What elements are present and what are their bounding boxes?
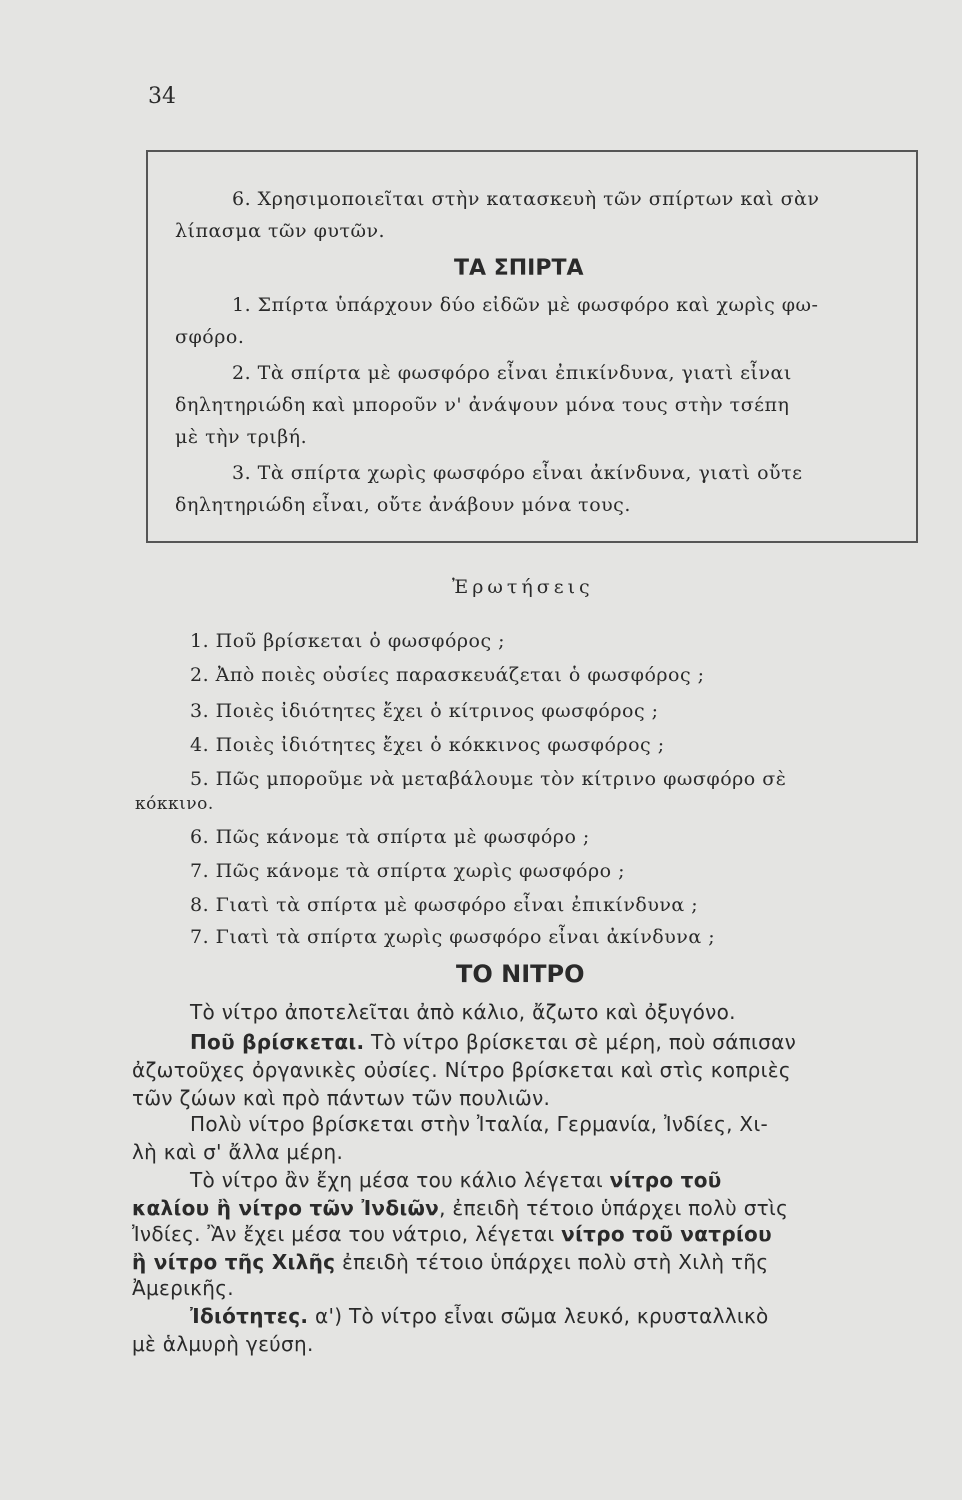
nitro-sodium-term-a: νίτρο τοῦ νατρίου xyxy=(561,1222,772,1246)
nitro-line-4: τῶν ζώων καὶ πρὸ πάντων τῶν πουλιῶν. xyxy=(132,1086,551,1110)
nitro-line-13: μὲ ἁλμυρὴ γεύση. xyxy=(132,1332,314,1356)
question-4: 4. Ποιὲς ἰδιότητες ἔχει ὁ κόκκινος φωσφόρος ; xyxy=(190,734,665,756)
box-para2-line2: δηλητηριώδη καὶ μποροῦν ν' ἀνάψουν μόνα τους στὴν τσέπη xyxy=(175,394,790,416)
nitro-line-12 xyxy=(190,1304,769,1328)
page-number: 34 xyxy=(148,84,176,109)
question-6: 6. Πῶς κάνομε τὰ σπίρτα μὲ φωσφόρο ; xyxy=(190,826,590,848)
question-7: 7. Πῶς κάνομε τὰ σπίρτα χωρὶς φωσφόρο ; xyxy=(190,860,626,882)
properties-label: Ἰδιότητες. xyxy=(190,1304,309,1328)
nitro-line-8-text: , ἐπειδὴ τέτοιο ὑπάρχει πολὺ στὶς xyxy=(439,1196,789,1220)
nitro-potassium-term-b: καλίου ἢ νίτρο τῶν Ἰνδιῶν xyxy=(132,1196,440,1220)
question-9: 7. Γιατὶ τὰ σπίρτα χωρὶς φωσφόρο εἶναι ἀκίνδυνα ; xyxy=(190,926,716,948)
question-1: 1. Ποῦ βρίσκεται ὁ φωσφόρος ; xyxy=(190,630,506,652)
nitro-line-9-text: Ἰνδίες. Ἂν ἔχει μέσα του νάτριο, λέγεται xyxy=(132,1222,562,1246)
nitro-line-11: Ἀμερικῆς. xyxy=(132,1276,234,1300)
where-found-label: Ποῦ βρίσκεται. xyxy=(190,1030,365,1054)
nitro-potassium-term-a: νίτρο τοῦ xyxy=(609,1168,722,1192)
matches-heading: ΤΑ ΣΠΙΡΤΑ xyxy=(454,256,584,281)
nitro-line-3: ἀζωτοῦχες ὀργανικὲς οὐσίες. Νίτρο βρίσκεται καὶ στὶς κοπριὲς xyxy=(132,1058,791,1082)
nitro-line-2 xyxy=(190,1030,796,1054)
nitro-line-12-text: α') Τὸ νίτρο εἶναι σῶμα λευκό, κρυσταλλικὸ xyxy=(308,1304,769,1328)
question-5-line2: κόκκινο. xyxy=(135,794,214,814)
nitro-line-10 xyxy=(132,1250,768,1274)
box-item6-line1: 6. Χρησιμοποιεῖται στὴν κατασκευὴ τῶν σπίρτων καὶ σὰν xyxy=(232,188,820,210)
box-para1-line2: σφόρο. xyxy=(175,326,245,348)
nitro-line-9 xyxy=(132,1222,772,1246)
nitro-line-7 xyxy=(190,1168,722,1192)
nitro-line-8 xyxy=(132,1196,788,1220)
nitro-sodium-term-b: ἢ νίτρο τῆς Χιλῆς xyxy=(132,1250,336,1274)
box-para3-line1: 3. Τὰ σπίρτα χωρὶς φωσφόρο εἶναι ἀκίνδυνα, γιατὶ οὔτε xyxy=(232,462,803,484)
box-item6-line2: λίπασμα τῶν φυτῶν. xyxy=(175,220,386,242)
question-8: 8. Γιατὶ τὰ σπίρτα μὲ φωσφόρο εἶναι ἐπικίνδυνα ; xyxy=(190,894,699,916)
nitro-line-7-text: Τὸ νίτρο ἂν ἔχη μέσα του κάλιο λέγεται xyxy=(190,1168,610,1192)
questions-heading: Ἐρωτήσεις xyxy=(452,576,594,598)
box-para3-line2: δηλητηριώδη εἶναι, οὔτε ἀνάβουν μόνα τους. xyxy=(175,494,631,516)
question-5-line1: 5. Πῶς μποροῦμε νὰ μεταβάλουμε τὸν κίτρινο φωσφόρο σὲ xyxy=(190,768,787,790)
box-para2-line3: μὲ τὴν τριβή. xyxy=(175,426,308,448)
nitro-line-10-text: ἐπειδὴ τέτοιο ὑπάρχει πολὺ στὴ Χιλὴ τῆς xyxy=(335,1250,769,1274)
nitro-heading: ΤΟ ΝΙΤΡΟ xyxy=(456,960,585,988)
box-para2-line1: 2. Τὰ σπίρτα μὲ φωσφόρο εἶναι ἐπικίνδυνα, γιατὶ εἶναι xyxy=(232,362,792,384)
question-2: 2. Ἀπὸ ποιὲς οὐσίες παρασκευάζεται ὁ φωσφόρος ; xyxy=(190,664,705,686)
nitro-line-5: Πολὺ νίτρο βρίσκεται στὴν Ἰταλία, Γερμανία, Ἰνδίες, Χι- xyxy=(190,1112,769,1136)
nitro-line-1: Τὸ νίτρο ἀποτελεῖται ἀπὸ κάλιο, ἄζωτο καὶ ὀξυγόνο. xyxy=(190,1000,736,1024)
question-3: 3. Ποιὲς ἰδιότητες ἔχει ὁ κίτρινος φωσφόρος ; xyxy=(190,700,659,722)
nitro-line-6: λὴ καὶ σ' ἄλλα μέρη. xyxy=(132,1140,344,1164)
nitro-line-2-text: Τὸ νίτρο βρίσκεται σὲ μέρη, ποὺ σάπισαν xyxy=(364,1030,797,1054)
box-para1-line1: 1. Σπίρτα ὑπάρχουν δύο εἰδῶν μὲ φωσφόρο καὶ χωρὶς φω- xyxy=(232,294,819,316)
